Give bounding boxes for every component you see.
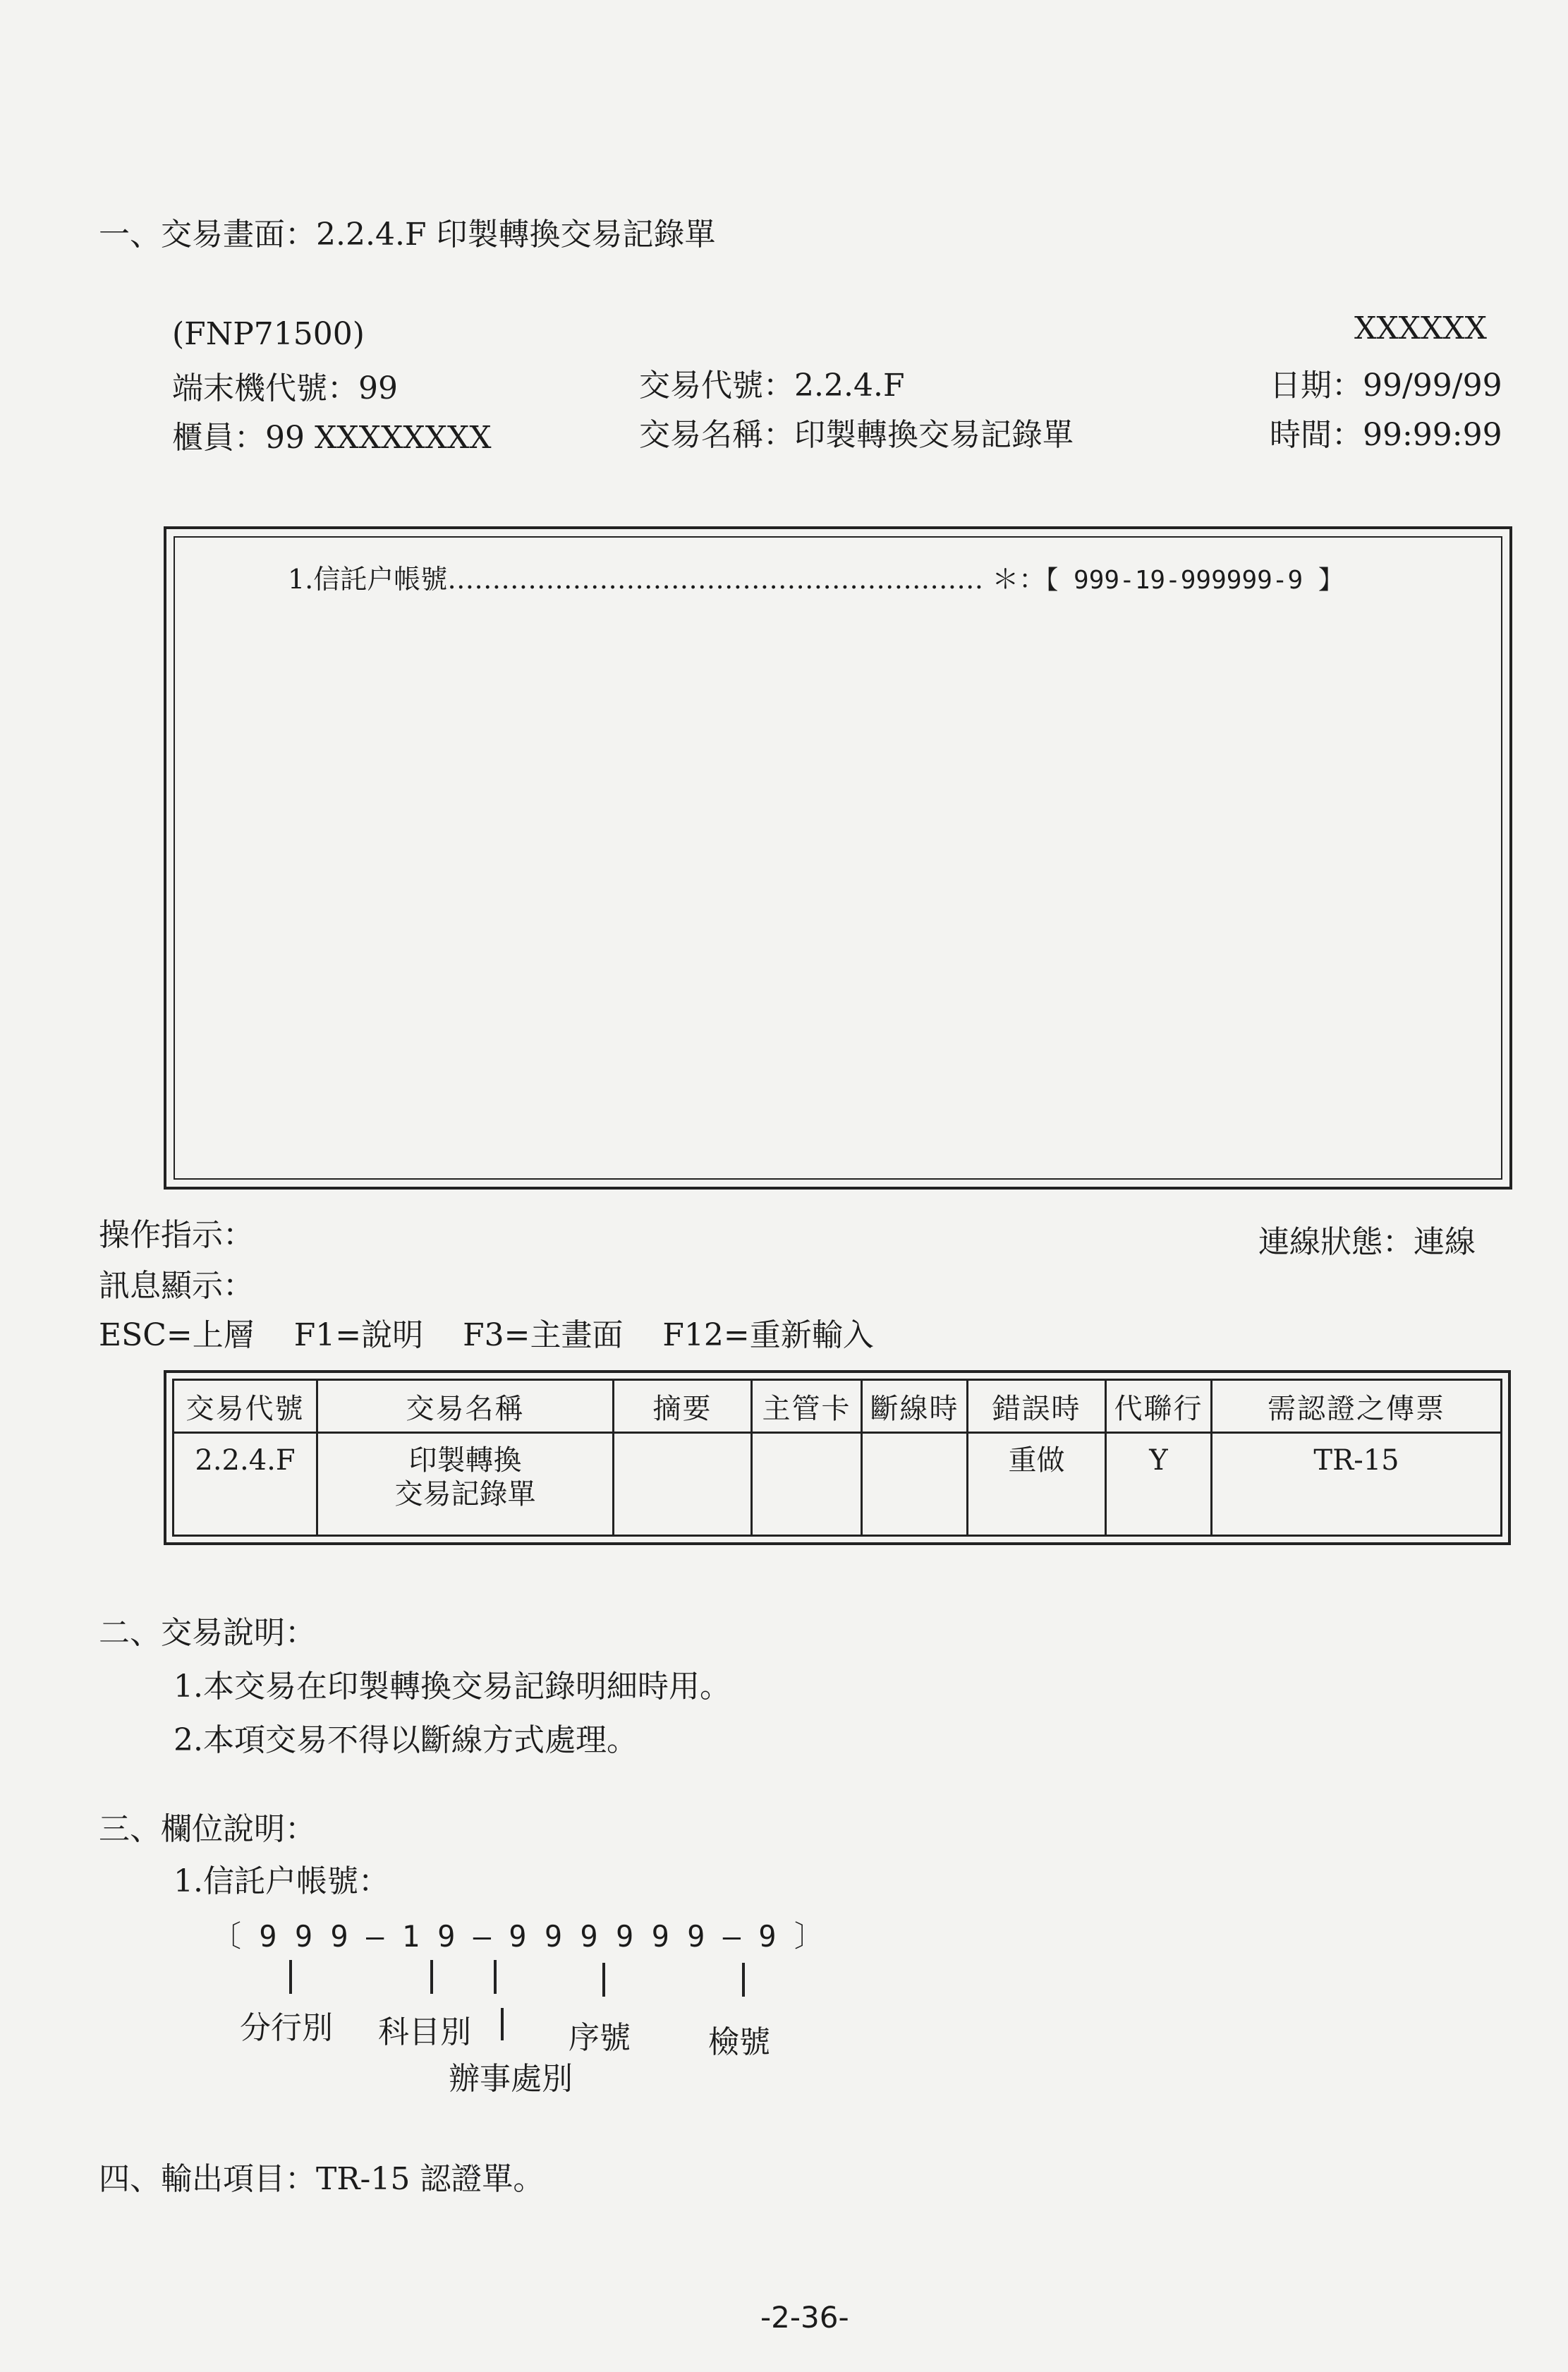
connection-status: 連線狀態：連線 — [1258, 1224, 1476, 1260]
cell-error: 重做 — [968, 1433, 1106, 1536]
cell-name — [317, 1433, 614, 1536]
section2-item-1: 1.本交易在印製轉換交易記錄明細時用。 — [174, 1669, 731, 1705]
section3-heading: 三、欄位說明： — [99, 1811, 316, 1847]
account-field-leader: …………………………………………………… ＊： — [447, 564, 1046, 595]
header-voucher: 需認證之傳票 — [1212, 1380, 1502, 1433]
cell-agent: Y — [1106, 1433, 1212, 1536]
tick-serial — [602, 1963, 605, 1997]
account-field-input[interactable]: 【 999-19-999999-9 】 — [1045, 566, 1344, 595]
cell-summary — [614, 1433, 752, 1536]
header-top-right: XXXXXX — [1354, 310, 1487, 346]
tick-subject — [430, 1960, 433, 1994]
section1-heading: 一、交易畫面：2.2.4.F 印製轉換交易記錄單 — [99, 217, 716, 253]
label-branch: 分行別 — [240, 2010, 333, 2046]
cell-name-line2: 交易記錄單 — [394, 1478, 536, 1511]
header-txn-code: 交易代號 — [174, 1380, 317, 1433]
screen-frame — [164, 526, 1512, 1190]
label-office: 辦事處別 — [449, 2061, 573, 2097]
cell-code: 2.2.4.F — [174, 1433, 317, 1536]
transaction-table — [164, 1370, 1511, 1545]
time: 時間：99:99:99 — [1270, 417, 1502, 453]
label-check: 檢號 — [708, 2024, 770, 2060]
operation-instruction: 操作指示： — [99, 1217, 254, 1253]
tick-office — [494, 1960, 497, 1994]
section4-heading: 四、輸出項目：TR-15 認證單。 — [99, 2161, 545, 2197]
terminal-id: 端末機代號：99 — [172, 370, 398, 406]
header-on-error: 錯誤時 — [968, 1380, 1106, 1433]
header-offline: 斷線時 — [862, 1380, 968, 1433]
function-keys: ESC=上層 F1=說明 F3=主畫面 F12=重新輸入 — [99, 1317, 874, 1353]
header-txn-name: 交易名稱 — [317, 1380, 614, 1433]
label-serial: 序號 — [569, 2020, 631, 2056]
header-summary: 摘要 — [614, 1380, 752, 1433]
txn-code: 交易代號：2.2.4.F — [639, 368, 905, 404]
message-display: 訊息顯示： — [99, 1268, 254, 1304]
cell-supervisor — [752, 1433, 862, 1536]
date: 日期：99/99/99 — [1270, 368, 1502, 404]
txn-name: 交易名稱：印製轉換交易記錄單 — [639, 417, 1074, 453]
account-field-label: 1.信託户帳號 — [288, 564, 448, 595]
cell-offline — [862, 1433, 968, 1536]
screen-inner-frame — [174, 536, 1502, 1180]
account-field-row — [288, 557, 1344, 596]
tick-branch — [289, 1960, 292, 1994]
teller: 櫃員：99 XXXXXXXX — [172, 420, 492, 456]
section2-heading: 二、交易說明： — [99, 1615, 316, 1651]
cell-voucher: TR-15 — [1212, 1433, 1502, 1536]
header-supervisor-card: 主管卡 — [752, 1380, 862, 1433]
tick-office-lower — [501, 2008, 504, 2040]
cell-name-line1: 印製轉換 — [408, 1444, 522, 1477]
tick-check — [742, 1963, 745, 1997]
table-row — [174, 1433, 1502, 1536]
header-agent-branch: 代聯行 — [1106, 1380, 1212, 1433]
section3-item: 1.信託户帳號： — [174, 1863, 389, 1899]
label-subject: 科目別 — [378, 2014, 471, 2050]
program-id: (FNP71500) — [172, 316, 365, 352]
section2-item-2: 2.本項交易不得以斷線方式處理。 — [174, 1722, 638, 1758]
account-format: 〔 9 9 9 — 1 9 — 9 9 9 9 9 9 — 9 〕 — [212, 1919, 824, 1954]
page-number: -2-36- — [760, 2300, 849, 2335]
